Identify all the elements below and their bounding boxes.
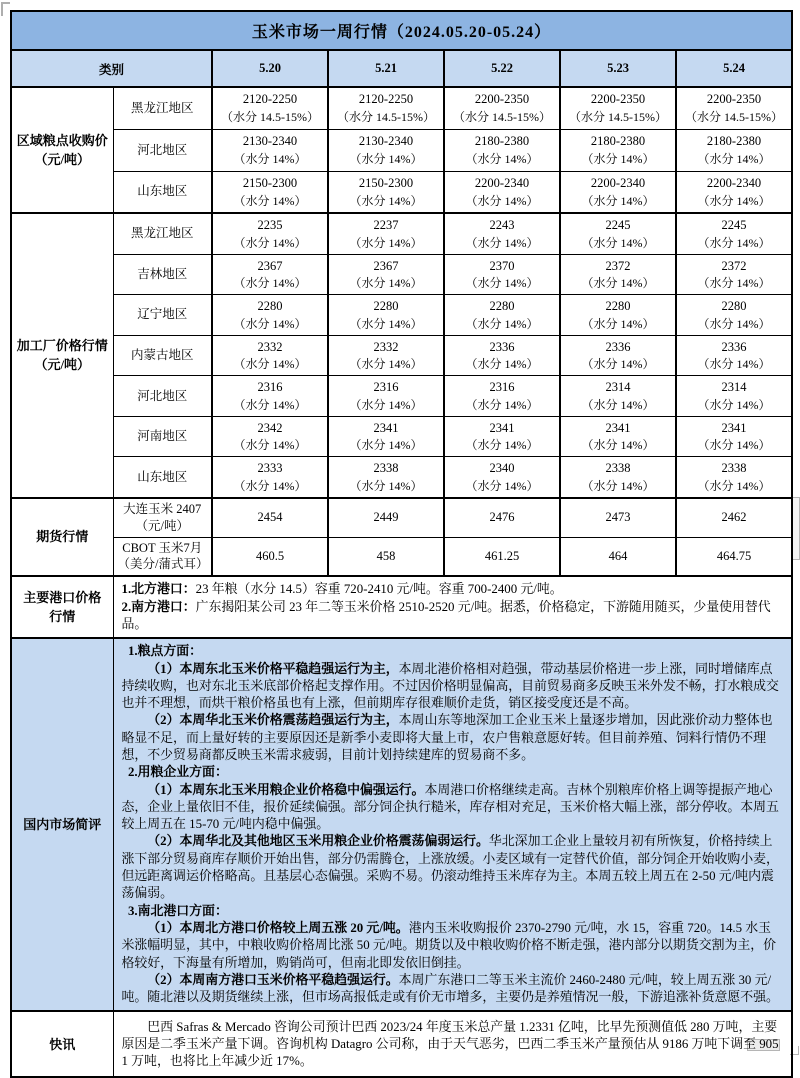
row-label-text: 内蒙古地区 [130,347,194,362]
commentary-content [113,638,792,1011]
price-value: 2200-2350 [590,92,646,107]
section-label-factory-price [11,213,113,498]
moisture-note: （水分 14%） [233,151,307,166]
price-value: 2476 [489,510,515,525]
price-value: 2280 [373,299,399,314]
table-row [11,457,792,498]
table-row [11,638,792,1011]
price-value: 464 [608,549,628,564]
price-value: 2120-2250 [242,92,298,107]
moisture-note: （水分 14%） [581,316,655,331]
moisture-note: （水分 14.5-15%） [569,110,667,125]
row-label-text: 辽宁地区 [137,307,188,322]
row-label-text: 黑龙江地区 [130,100,194,115]
moisture-note: （水分 14%） [581,397,655,412]
moisture-note: （水分 14%） [581,357,655,372]
price-cell [676,254,792,295]
moisture-note: （水分 14.5-15%） [337,110,435,125]
moisture-note: （水分 14%） [697,151,771,166]
moisture-note: （水分 14%） [233,235,307,250]
section-label-regional-purchase [11,87,113,213]
price-value: 2340 [489,461,515,476]
paragraph-text: 港内玉米收购报价 2370-2790 元/吨，水 15，容重 720。14.5 水玉米涨幅明显，其中，中粮收购价格周比涨 50 元/吨。期货以及中粮收购价格不断走强，港内部分以期货交割为主，价格较好，下海量有所增加，购销尚可，但南北即发依旧倒挂。 [121,920,777,970]
moisture-note: （水分 14%） [697,479,771,494]
commentary-paragraph [122,972,784,1007]
price-cell [212,416,328,457]
price-cell [212,457,328,498]
paragraph-lead: 2.用粮企业方面： [127,765,228,780]
price-value: 2237 [373,218,399,232]
section-label-news: 快讯 [11,1011,113,1077]
price-value: 2316 [257,380,283,395]
paragraph-lead: （1）本周东北玉米用粮企业价格稳中偏强运行。 [147,782,425,797]
section-label-commentary: 国内市场简评 [11,638,113,1011]
price-value: 2200-2350 [706,92,762,107]
price-value: 2342 [257,420,283,435]
price-value: 2130-2340 [242,134,298,149]
moisture-note: （水分 14%） [349,276,423,291]
price-value: 2200-2340 [706,175,762,190]
price-cell [560,335,676,376]
moisture-note: （水分 14%） [581,276,655,291]
section-label-text: （元/吨） [34,357,91,373]
paragraph-lead: （2）本周南方港口玉米价格平稳趋强运行。 [147,972,399,987]
header-date-5: 5.24 [676,50,792,87]
paragraph-lead: （1）本周东北玉米价格平稳趋强运行为主， [147,661,399,676]
price-value: 2338 [373,461,399,476]
header-category: 类别 [11,50,212,87]
table-row [11,576,792,638]
price-value: 2341 [373,420,399,435]
moisture-note: （水分 14%） [349,357,423,372]
row-label [113,295,212,336]
price-value: 2367 [373,258,399,273]
price-cell [212,498,328,537]
table-row [11,537,792,576]
price-cell [676,335,792,376]
price-cell [676,171,792,213]
price-cell [560,376,676,417]
price-cell [328,457,444,498]
price-value: 2180-2380 [590,134,646,149]
port-line [122,599,784,634]
moisture-note: （水分 14%） [697,438,771,453]
port-line-lead: 1.北方港口： [121,582,196,597]
row-label [113,213,212,254]
price-cell [328,87,444,129]
moisture-note: （水分 14%） [465,276,539,291]
table-row [11,295,792,336]
price-cell [560,129,676,171]
price-value: 460.5 [255,549,285,564]
row-label-text: 河南地区 [137,429,188,444]
price-value: 2243 [489,218,515,232]
moisture-note: （水分 14%） [349,397,423,412]
table-row [11,129,792,171]
price-value: 458 [376,549,396,564]
row-label-text: 河北地区 [137,388,188,403]
price-value: 2314 [721,380,747,395]
moisture-note: （水分 14%） [233,438,307,453]
price-value: 2341 [605,420,631,435]
price-value: 2449 [373,510,399,525]
row-label-text: （美分/蒲式耳） [117,557,209,572]
moisture-note: （水分 14%） [697,397,771,412]
header-date-3: 5.22 [444,50,560,87]
commentary-paragraph [122,661,784,713]
price-value: 464.75 [716,549,752,564]
port-line [122,581,784,598]
price-value: 2200-2340 [590,175,646,190]
price-cell [444,376,560,417]
section-label-text: （元/吨） [34,152,91,167]
price-cell [328,213,444,254]
price-cell [328,129,444,171]
port-line-text: 23 年粮（水分 14.5）容重 720-2410 元/吨。容重 700-2400 元/吨。 [195,582,563,597]
corn-market-weekly-table [10,10,793,1078]
moisture-note: （水分 14%） [465,479,539,494]
table-row [11,416,792,457]
price-cell [328,295,444,336]
price-value: 2370 [489,258,515,273]
row-label [113,129,212,171]
price-value: 2454 [257,510,283,525]
header-row [11,50,792,87]
price-value: 461.25 [484,549,520,564]
ports-content [113,576,792,638]
price-value: 2473 [605,510,631,525]
price-cell [444,213,560,254]
row-label [113,335,212,376]
moisture-note: （水分 14%） [697,193,771,208]
paragraph-text: 本周山东等地深加工企业玉米上量逐步增加，因此涨价动力整体也略显不足，而上量好转的主要原因还是新季小麦即将大量上市，农户售粮意愿好转。但目前养殖、饲料行情仍不理想，不少贸易商都反映玉米需求疲弱，目前计划持续建库的贸易商不多。 [121,713,773,762]
price-value: 2180-2380 [474,134,530,149]
price-value: 2316 [489,380,515,395]
table-row [11,213,792,254]
row-label [113,537,212,576]
price-cell [444,87,560,129]
price-cell [328,254,444,295]
price-value: 2280 [489,299,515,314]
commentary-paragraph [122,764,784,781]
paragraph-lead: 3.南北港口方面： [127,903,228,918]
price-cell [444,171,560,213]
price-value: 2280 [605,299,631,314]
moisture-note: （水分 14%） [465,235,539,250]
price-cell [560,498,676,537]
moisture-note: （水分 14%） [697,276,771,291]
moisture-note: （水分 14%） [697,316,771,331]
section-label-text: 行情 [49,609,76,625]
moisture-note: （水分 14%） [233,276,307,291]
row-label-text: （元/吨） [135,518,189,533]
price-cell [560,87,676,129]
news-content [113,1011,792,1077]
commentary-paragraph [122,712,784,764]
moisture-note: （水分 14.5-15%） [453,110,551,125]
paragraph-lead: （2）本周华北玉米价格震荡趋强运行为主， [147,713,399,728]
row-label [113,457,212,498]
price-cell [560,457,676,498]
price-value: 2280 [257,299,283,314]
price-cell [444,335,560,376]
price-cell [328,335,444,376]
price-cell [676,295,792,336]
page-title: 玉米市场一周行情（2024.05.20-05.24） [11,11,792,50]
row-label [113,376,212,417]
moisture-note: （水分 14%） [349,151,423,166]
price-value: 2372 [721,258,747,273]
price-value: 2245 [605,218,631,232]
moisture-note: （水分 14%） [349,479,423,494]
price-cell [328,537,444,576]
price-value: 2333 [257,461,283,476]
price-value: 2150-2300 [242,175,298,190]
moisture-note: （水分 14.5-15%） [685,110,784,125]
price-value: 2180-2380 [706,134,762,149]
price-value: 2280 [721,299,747,314]
price-cell [212,537,328,576]
price-cell [560,213,676,254]
moisture-note: （水分 14%） [349,316,423,331]
row-label-text: 黑龙江地区 [130,226,194,241]
table-row [11,87,792,129]
table-row [11,254,792,295]
price-cell [328,376,444,417]
moisture-note: （水分 14%） [349,235,423,250]
port-line-lead: 2.南方港口： [121,599,196,614]
row-label-text: 山东地区 [137,184,188,199]
table-row [11,498,792,537]
moisture-note: （水分 14%） [697,235,771,250]
price-cell [212,213,328,254]
moisture-note: （水分 14%） [581,438,655,453]
paragraph-lead: 1.粮点方面： [127,644,203,659]
price-cell [676,457,792,498]
header-date-2: 5.21 [328,50,444,87]
price-cell [676,376,792,417]
price-cell [560,537,676,576]
price-cell [560,295,676,336]
price-cell [212,295,328,336]
row-label [113,87,212,129]
price-value: 2338 [605,461,631,476]
price-value: 2367 [257,258,283,273]
paragraph-text: 本周北港价格相对趋强，带动基层价格进一步上涨，同时增储库点持续收购，也对东北玉米底部价格起支撑作用。不过因价格明显偏高，目前贸易商多反映玉米外发不畅，打水粮成交也并不理想，而烘干粮价格虽也有上涨，但前期库存很难顺价走货，销区接受度还是不高。 [121,661,779,711]
commentary-paragraph [122,920,784,972]
moisture-note: （水分 14%） [465,438,539,453]
moisture-note: （水分 14.5-15%） [221,110,319,125]
price-cell [444,254,560,295]
moisture-note: （水分 14%） [233,316,307,331]
price-cell [328,498,444,537]
paragraph-text: 华北深加工企业上量较月初有所恢复，价格持续上涨下部分贸易商库存顺价开始出售，部分仍需腾仓，上涨放缓。小麦区域有一定替代价值，部分饲企开始收购小麦，但远距离调运价格略高。且基层心态偏强。采购不易。仍滚动维持玉米库存为主。本周五较上周五在 2-50 元/吨内震荡偏弱。 [121,834,779,901]
price-value: 2235 [257,218,283,232]
paragraph-lead: （1）本周北方港口价格较上周五涨 20 元/吨。 [147,920,409,935]
title-row [11,11,792,50]
price-cell [212,171,328,213]
price-cell [560,416,676,457]
price-cell [212,129,328,171]
price-value: 2120-2250 [358,92,414,107]
price-cell [444,457,560,498]
moisture-note: （水分 14%） [233,479,307,494]
price-value: 2332 [373,339,399,354]
header-date-4: 5.23 [560,50,676,87]
price-cell [444,537,560,576]
moisture-note: （水分 14%） [465,316,539,331]
price-cell [676,129,792,171]
price-value: 2338 [721,461,747,476]
row-label [113,498,212,537]
price-cell [328,171,444,213]
moisture-note: （水分 14%） [581,193,655,208]
price-cell [212,254,328,295]
row-label-text: 大连玉米 2407 [123,501,202,516]
price-cell [676,537,792,576]
price-cell [444,295,560,336]
moisture-note: （水分 14%） [697,357,771,372]
section-label-ports [11,576,113,638]
table-row [11,1011,792,1077]
row-label-text: 河北地区 [137,142,188,157]
section-label-text: 主要港口价格 [23,589,102,605]
row-label-text: 吉林地区 [137,266,188,281]
row-label [113,171,212,213]
commentary-paragraph [122,782,784,834]
price-cell [444,416,560,457]
section-label-text: 加工厂价格行情 [16,337,108,353]
price-value: 2316 [373,380,399,395]
price-cell [212,87,328,129]
price-value: 2130-2340 [358,134,414,149]
commentary-paragraph [122,903,784,920]
table-row [11,376,792,417]
cursor-artifact [1,2,10,16]
section-label-futures [11,498,113,577]
price-value: 2245 [721,218,747,232]
section-label-text: 区域粮点收购价 [16,132,108,148]
price-cell [444,129,560,171]
price-value: 2200-2340 [474,175,530,190]
moisture-note: （水分 14%） [581,151,655,166]
paragraph-text: 本周广东港口二等玉米主流价 2460-2480 元/吨，较上周五涨 30 元/吨。随北港以及期货继续上涨，但市场高报低走或有价无市增多，主要仍是养殖情况一般，下游追涨补货意愿不强。 [121,972,779,1005]
price-cell [676,213,792,254]
row-label [113,416,212,457]
table-row [11,335,792,376]
price-value: 2150-2300 [358,175,414,190]
price-cell [676,87,792,129]
price-cell [444,498,560,537]
price-value: 2332 [257,339,283,354]
row-label [113,254,212,295]
price-value: 2336 [605,339,631,354]
commentary-paragraph [122,833,784,902]
price-value: 2336 [721,339,747,354]
price-value: 2336 [489,339,515,354]
header-date-1: 5.20 [212,50,328,87]
price-cell [328,416,444,457]
moisture-note: （水分 14%） [233,397,307,412]
moisture-note: （水分 14%） [233,193,307,208]
price-cell [676,416,792,457]
price-cell [676,498,792,537]
paragraph-text: 本周港口价格继续走高。吉林个别粮库价格上调等提振产地心态，企业上量依旧不佳，报价延续偏强。部分饲企执行糙米，库存相对充足，玉米价格大幅上涨，部分停收。本周五较上周五在 15-70 元/吨内稳中偏强。 [121,782,779,832]
price-value: 2200-2350 [474,92,530,107]
section-label-text: 期货行情 [36,529,89,545]
price-cell [560,171,676,213]
row-label-text: CBOT 玉米7月 [122,540,203,555]
table-row [11,171,792,213]
price-cell [560,254,676,295]
price-value: 2314 [605,380,631,395]
moisture-note: （水分 14%） [349,438,423,453]
moisture-note: （水分 14%） [581,479,655,494]
price-cell [212,335,328,376]
price-value: 2341 [721,420,747,435]
moisture-note: （水分 14%） [465,397,539,412]
commentary-paragraph [122,643,784,660]
price-value: 2372 [605,258,631,273]
moisture-note: （水分 14%） [465,193,539,208]
moisture-note: （水分 14%） [465,357,539,372]
moisture-note: （水分 14%） [233,357,307,372]
paragraph-lead: （2）本周华北及其他地区玉米用粮企业价格震荡偏弱运行。 [147,834,489,849]
moisture-note: （水分 14%） [581,235,655,250]
moisture-note: （水分 14%） [349,193,423,208]
port-line-text: 广东揭阳某公司 23 年二等玉米价格 2510-2520 元/吨。据悉，价格稳定，下游随用随买，少量使用替代品。 [121,599,771,631]
price-value: 2341 [489,420,515,435]
row-label-text: 山东地区 [137,469,188,484]
moisture-note: （水分 14%） [465,151,539,166]
price-value: 2462 [721,510,747,525]
news-text: 巴西 Safras & Mercado 咨询公司预计巴西 2023/24 年度玉米总产量 1.2331 亿吨，比早先预测值低 280 万吨，主要原因是二季玉米产量下调。咨询机构 Datagro 公司称，由于天气恶劣，巴西二季玉米产量预估从 9186 万吨下调至 9051 万吨，也将比上年减少近 17%。 [121,1019,779,1069]
price-cell [212,376,328,417]
